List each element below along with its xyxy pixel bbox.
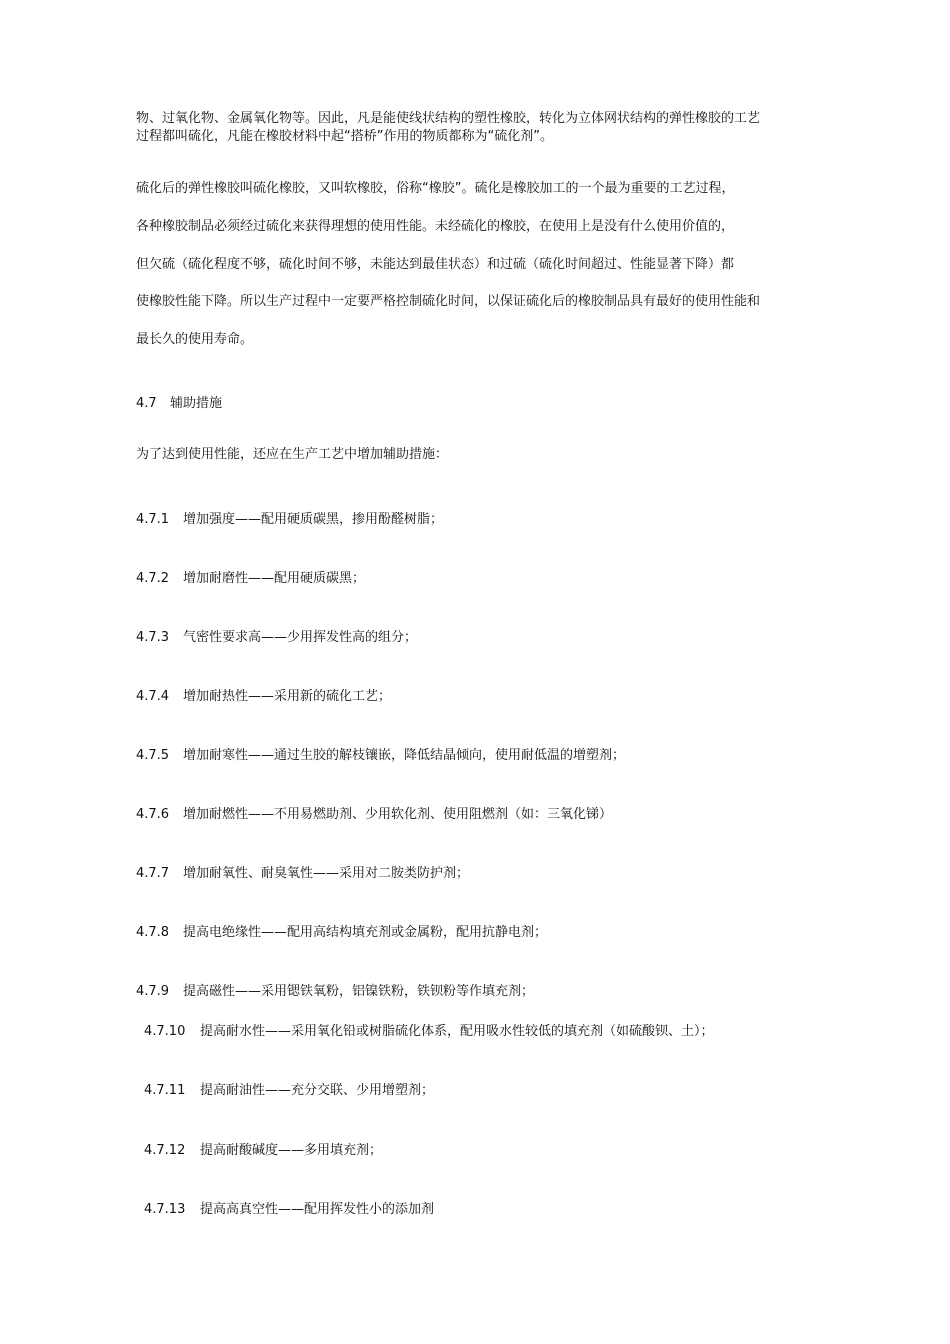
item-text: 增加耐热性——采用新的硫化工艺； bbox=[183, 689, 392, 704]
list-item bbox=[144, 1201, 434, 1219]
item-text: 提高高真空性——配用挥发性小的添加剂 bbox=[200, 1202, 435, 1217]
item-number: 4.7.7 bbox=[136, 866, 170, 881]
item-number: 4.7.11 bbox=[144, 1083, 186, 1098]
section-title: 辅助措施 bbox=[170, 396, 223, 411]
paragraph-line-4: 使橡胶性能下降。所以生产过程中一定要严格控制硫化时间，以保证硫化后的橡胶制品具有最好的使用性能和 bbox=[136, 294, 761, 309]
item-number: 4.7.9 bbox=[136, 984, 170, 999]
list-item bbox=[136, 806, 612, 824]
item-text: 增加耐磨性——配用硬质碳黑； bbox=[183, 571, 366, 586]
item-text: 增加耐燃性——不用易燃助剂、少用软化剂、使用阻燃剂（如：三氧化锑） bbox=[183, 807, 613, 822]
list-item bbox=[136, 865, 469, 883]
item-number: 4.7.12 bbox=[144, 1143, 186, 1158]
paragraph-line-5: 最长久的使用寿命。 bbox=[136, 332, 254, 347]
item-number: 4.7.6 bbox=[136, 807, 170, 822]
item-number: 4.7.8 bbox=[136, 925, 170, 940]
item-number: 4.7.1 bbox=[136, 512, 170, 527]
item-text: 气密性要求高——少用挥发性高的组分； bbox=[183, 630, 418, 645]
list-item bbox=[136, 688, 391, 706]
item-number: 4.7.4 bbox=[136, 689, 170, 704]
paragraph-line-2: 各种橡胶制品必须经过硫化来获得理想的使用性能。未经硫化的橡胶，在使用上是没有什么使用价值的， bbox=[136, 219, 735, 234]
item-number: 4.7.2 bbox=[136, 571, 170, 586]
intro-line-2: 过程都叫硫化，凡能在橡胶材料中起“搭桥”作用的物质都称为“硫化剂”。 bbox=[136, 129, 553, 144]
paragraph-line-3: 但欠硫（硫化程度不够，硫化时间不够，未能达到最佳状态）和过硫（硫化时间超过、性能显著下降）都 bbox=[136, 257, 735, 272]
item-text: 增加耐寒性——通过生胶的解枝镶嵌，降低结晶倾向，使用耐低温的增塑剂； bbox=[183, 748, 626, 763]
list-item bbox=[136, 511, 443, 529]
section-intro: 为了达到使用性能，还应在生产工艺中增加辅助措施： bbox=[136, 447, 449, 462]
item-text: 提高耐酸碱度——多用填充剂； bbox=[200, 1143, 383, 1158]
item-text: 增加强度——配用硬质碳黑，掺用酚醛树脂； bbox=[183, 512, 444, 527]
list-item bbox=[136, 747, 625, 765]
intro-line-1: 物、过氧化物、金属氧化物等。因此，凡是能使线状结构的塑性橡胶，转化为立体网状结构的弹性橡胶的工艺 bbox=[136, 111, 761, 126]
item-number: 4.7.13 bbox=[144, 1202, 186, 1217]
list-item bbox=[144, 1082, 434, 1100]
list-item bbox=[136, 924, 547, 942]
list-item bbox=[136, 983, 534, 1001]
item-text: 提高电绝缘性——配用高结构填充剂或金属粉，配用抗静电剂； bbox=[183, 925, 548, 940]
item-text: 提高耐水性——采用氧化铅或树脂硫化体系，配用吸水性较低的填充剂（如硫酸钡、土）； bbox=[200, 1024, 714, 1039]
paragraph-line-1: 硫化后的弹性橡胶叫硫化橡胶，又叫软橡胶，俗称“橡胶”。硫化是橡胶加工的一个最为重要的工艺过程， bbox=[136, 181, 735, 196]
list-item bbox=[136, 629, 417, 647]
item-text: 提高磁性——采用锶铁氧粉，铝镍铁粉，铁钡粉等作填充剂； bbox=[183, 984, 535, 999]
list-item bbox=[136, 570, 365, 588]
item-text: 提高耐油性——充分交联、少用增塑剂； bbox=[200, 1083, 435, 1098]
section-number: 4.7 bbox=[136, 396, 157, 411]
list-item bbox=[144, 1142, 382, 1160]
list-item bbox=[144, 1023, 714, 1041]
section-heading bbox=[136, 395, 222, 413]
item-number: 4.7.5 bbox=[136, 748, 170, 763]
item-number: 4.7.10 bbox=[144, 1024, 186, 1039]
item-number: 4.7.3 bbox=[136, 630, 170, 645]
item-text: 增加耐氧性、耐臭氧性——采用对二胺类防护剂； bbox=[183, 866, 470, 881]
